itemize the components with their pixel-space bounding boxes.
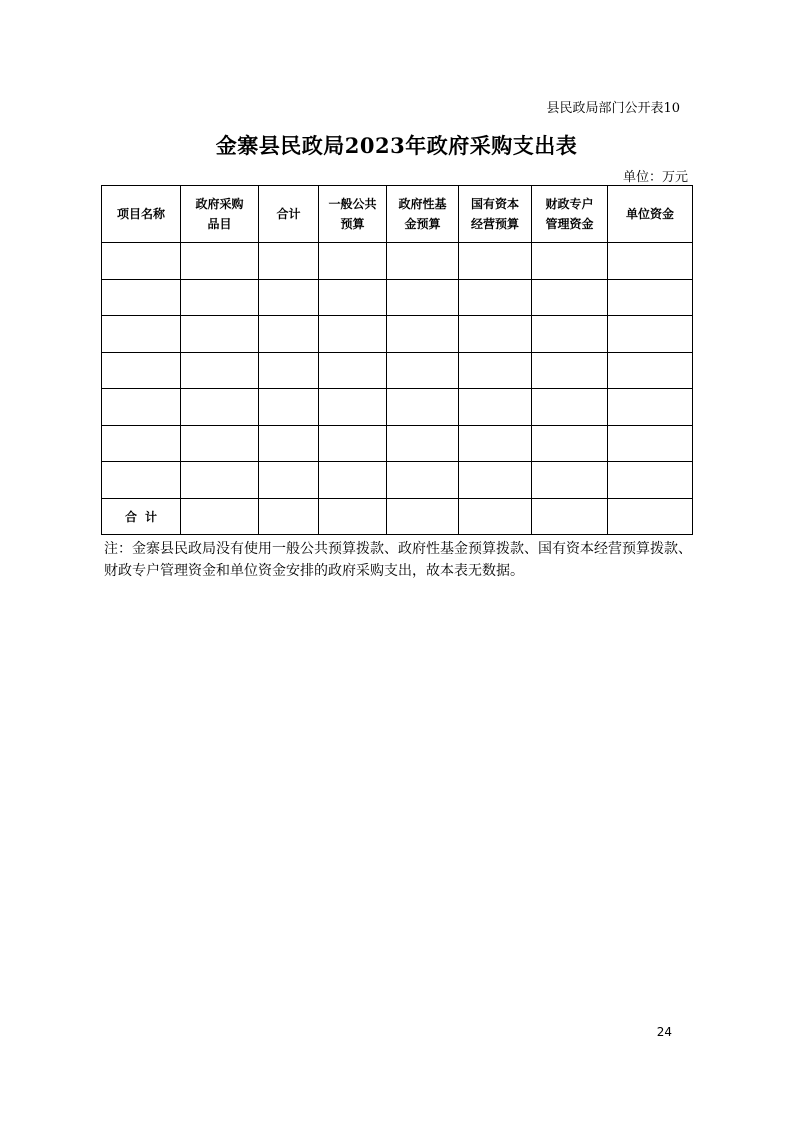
table-cell [181, 352, 259, 389]
table-cell [387, 316, 459, 353]
table-cell [259, 389, 319, 426]
table-cell [532, 462, 608, 499]
table-cell [181, 389, 259, 426]
table-cell [319, 352, 387, 389]
table-row [102, 352, 693, 389]
table-cell [532, 389, 608, 426]
table-row [102, 279, 693, 316]
header-tag: 县民政局部门公开表10 [546, 101, 680, 116]
table-cell [319, 243, 387, 280]
page-number: 24 [656, 1025, 672, 1039]
table-note: 注：金寨县民政局没有使用一般公共预算拨款、政府性基金预算拨款、国有资本经营预算拨款、财政专户管理资金和单位资金安排的政府采购支出，故本表无数据。 [104, 541, 692, 579]
table-cell [259, 316, 319, 353]
table-cell [181, 498, 259, 535]
table-total-row [102, 498, 693, 535]
table-cell [532, 279, 608, 316]
column-header: 项目名称 [102, 186, 181, 243]
table-cell [181, 316, 259, 353]
table-cell [319, 498, 387, 535]
table-row [102, 316, 693, 353]
table-row [102, 462, 693, 499]
table-cell [532, 352, 608, 389]
column-header: 一般公共 预算 [319, 186, 387, 243]
column-header: 合计 [259, 186, 319, 243]
table-cell [608, 243, 693, 280]
table-cell [102, 243, 181, 280]
table-cell [459, 352, 532, 389]
table-cell [459, 462, 532, 499]
table-cell [102, 425, 181, 462]
table-cell [259, 425, 319, 462]
table-cell [102, 279, 181, 316]
unit-label: 单位：万元 [622, 170, 688, 185]
table-cell [319, 316, 387, 353]
table-cell [532, 316, 608, 353]
table-cell [459, 389, 532, 426]
table-row [102, 243, 693, 280]
table-cell [608, 279, 693, 316]
table-cell [181, 425, 259, 462]
table-row [102, 425, 693, 462]
table-cell [608, 352, 693, 389]
table-cell [102, 462, 181, 499]
table-cell [459, 498, 532, 535]
table-cell [387, 243, 459, 280]
table-cell [532, 243, 608, 280]
table-cell [532, 425, 608, 462]
table-cell [608, 498, 693, 535]
table-cell [387, 279, 459, 316]
page-title: 金寨县民政局2023年政府采购支出表 [215, 133, 578, 158]
table-cell [319, 425, 387, 462]
table-cell [181, 279, 259, 316]
table-cell [259, 243, 319, 280]
table-cell [259, 352, 319, 389]
table-cell [319, 279, 387, 316]
table-cell [181, 243, 259, 280]
table-cell [259, 279, 319, 316]
table-cell [387, 425, 459, 462]
table-cell [319, 389, 387, 426]
table-cell [387, 389, 459, 426]
table-cell [319, 462, 387, 499]
table-cell [259, 462, 319, 499]
table-cell [532, 498, 608, 535]
column-header: 单位资金 [608, 186, 693, 243]
table-cell [608, 389, 693, 426]
table-cell [387, 462, 459, 499]
table-header-row [102, 186, 693, 243]
column-header: 政府采购 品目 [181, 186, 259, 243]
table-cell [608, 316, 693, 353]
table-cell [459, 425, 532, 462]
total-label: 合计 [102, 498, 181, 535]
table-cell [102, 316, 181, 353]
table-cell [459, 279, 532, 316]
column-header: 国有资本 经营预算 [459, 186, 532, 243]
table-row [102, 389, 693, 426]
table-cell [459, 243, 532, 280]
table-cell [608, 425, 693, 462]
table-cell [181, 462, 259, 499]
column-header: 政府性基 金预算 [387, 186, 459, 243]
procurement-table [101, 185, 693, 535]
column-header: 财政专户 管理资金 [532, 186, 608, 243]
table-cell [259, 498, 319, 535]
table-cell [608, 462, 693, 499]
table-cell [102, 352, 181, 389]
table-cell [102, 389, 181, 426]
table-cell [459, 316, 532, 353]
table-cell [387, 352, 459, 389]
table-cell [387, 498, 459, 535]
